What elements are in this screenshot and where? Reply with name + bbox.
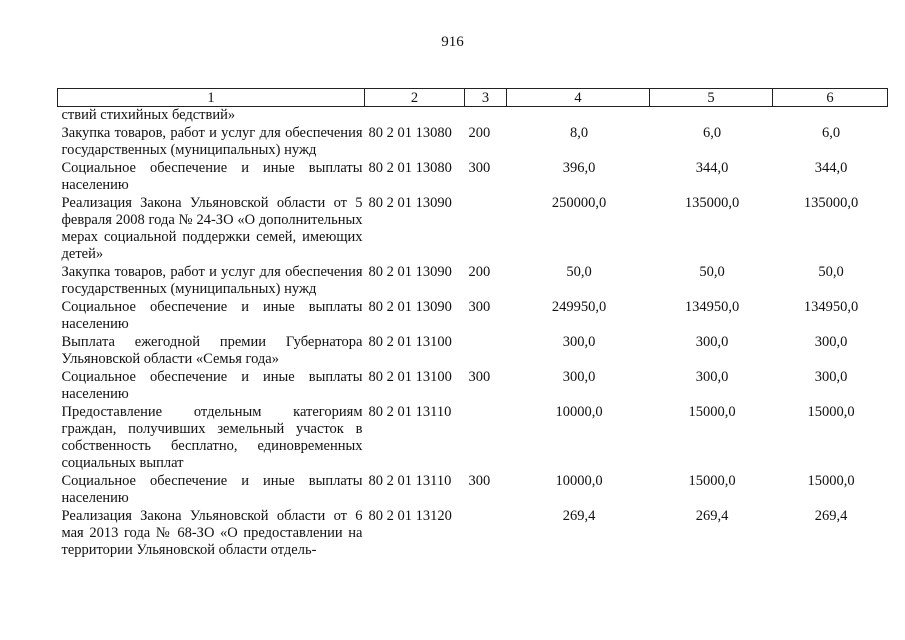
row-value-col5: 134950,0 xyxy=(684,299,740,315)
row-value-col5: 344,0 xyxy=(695,160,729,176)
header-col-4: 4 xyxy=(507,89,650,107)
table-row xyxy=(58,334,888,369)
row-value-col4: 300,0 xyxy=(562,369,596,385)
row-expense-type: 300 xyxy=(468,299,491,315)
row-expense-type: 300 xyxy=(468,369,491,385)
row-value-col6: 134950,0 xyxy=(803,299,859,315)
row-name: Реализация Закона Ульяновской области от 6 мая 2013 года № 68-ЗО «О предоставлении на территории Ульяновской области отдель- xyxy=(61,508,363,558)
table-row xyxy=(58,195,888,264)
row-value-col4: 10000,0 xyxy=(555,404,603,420)
table-body xyxy=(58,107,888,561)
row-name: Социальное обеспечение и иные выплаты населению xyxy=(61,473,363,506)
table-row xyxy=(58,264,888,299)
row-code: 80 2 01 13110 xyxy=(368,404,452,420)
row-value-col4: 10000,0 xyxy=(555,473,603,489)
row-value-col6: 6,0 xyxy=(821,125,841,141)
row-name: Реализация Закона Ульяновской области от 5 февраля 2008 года № 24-ЗО «О дополнительных мерах социальной поддержки семей, имеющих детей» xyxy=(61,195,363,262)
row-value-col5: 15000,0 xyxy=(688,404,736,420)
row-name: Социальное обеспечение и иные выплаты населению xyxy=(61,299,363,332)
table-header xyxy=(58,89,888,107)
row-code: 80 2 01 13110 xyxy=(368,473,452,489)
table-row xyxy=(58,125,888,160)
row-value-col5: 300,0 xyxy=(695,334,729,350)
header-col-5: 5 xyxy=(650,89,773,107)
row-expense-type xyxy=(465,195,507,264)
row-value-col4: 8,0 xyxy=(569,125,589,141)
row-expense-type xyxy=(465,334,507,369)
row-value-col4: 50,0 xyxy=(566,264,592,280)
budget-table xyxy=(57,88,888,560)
row-code: 80 2 01 13090 xyxy=(368,299,452,315)
row-value-col5: 135000,0 xyxy=(684,195,740,211)
row-name: Закупка товаров, работ и услуг для обеспечения государственных (муниципальных) нужд xyxy=(61,264,363,297)
header-col-1: 1 xyxy=(58,89,365,107)
table-row xyxy=(58,299,888,334)
header-col-3: 3 xyxy=(465,89,507,107)
row-value-col4: 396,0 xyxy=(562,160,596,176)
row-code: 80 2 01 13080 xyxy=(368,160,452,176)
table-row xyxy=(58,160,888,195)
row-code: 80 2 01 13080 xyxy=(368,125,452,141)
row-value-col6: 300,0 xyxy=(814,334,848,350)
row-name: Закупка товаров, работ и услуг для обеспечения государственных (муниципальных) нужд xyxy=(61,125,363,158)
page-number: 916 xyxy=(441,34,464,50)
row-name: Социальное обеспечение и иные выплаты населению xyxy=(61,369,363,402)
row-value-col4: 269,4 xyxy=(562,508,596,524)
row-value-col6: 344,0 xyxy=(814,160,848,176)
row-value-col6: 269,4 xyxy=(814,508,848,524)
row-value-col6: 135000,0 xyxy=(803,195,859,211)
table-row xyxy=(58,369,888,404)
row-value-col5: 269,4 xyxy=(695,508,729,524)
header-col-2: 2 xyxy=(365,89,465,107)
row-value-col5: 6,0 xyxy=(702,125,722,141)
row-expense-type: 200 xyxy=(468,125,491,141)
row-value-col6: 50,0 xyxy=(818,264,844,280)
header-col-6: 6 xyxy=(773,89,888,107)
row-expense-type xyxy=(465,404,507,473)
row-name: Социальное обеспечение и иные выплаты населению xyxy=(61,160,363,193)
row-value-col5: 300,0 xyxy=(695,369,729,385)
row-expense-type: 200 xyxy=(468,264,491,280)
row-code: 80 2 01 13100 xyxy=(368,334,452,350)
row-expense-type xyxy=(465,508,507,560)
row-code: 80 2 01 13120 xyxy=(368,508,452,524)
continuation-row xyxy=(58,107,888,126)
row-name: Выплата ежегодной премии Губернатора Ульяновской области «Семья года» xyxy=(61,334,363,367)
row-value-col4: 249950,0 xyxy=(551,299,607,315)
row-value-col4: 300,0 xyxy=(562,334,596,350)
row-value-col6: 15000,0 xyxy=(807,404,855,420)
row-expense-type: 300 xyxy=(468,473,491,489)
table-row xyxy=(58,508,888,560)
table-row xyxy=(58,473,888,508)
row-code: 80 2 01 13100 xyxy=(368,369,452,385)
row-value-col5: 50,0 xyxy=(699,264,725,280)
continuation-text: ствий стихийных бедствий» xyxy=(61,107,236,123)
header-row xyxy=(58,89,888,107)
table-row xyxy=(58,404,888,473)
row-value-col6: 15000,0 xyxy=(807,473,855,489)
row-value-col6: 300,0 xyxy=(814,369,848,385)
row-name: Предоставление отдельным категориям граждан, получивших земельный участок в собственность бесплатно, единовременных социальных выплат xyxy=(61,404,363,471)
row-code: 80 2 01 13090 xyxy=(368,195,452,211)
row-value-col5: 15000,0 xyxy=(688,473,736,489)
row-expense-type: 300 xyxy=(468,160,491,176)
row-value-col4: 250000,0 xyxy=(551,195,607,211)
row-code: 80 2 01 13090 xyxy=(368,264,452,280)
